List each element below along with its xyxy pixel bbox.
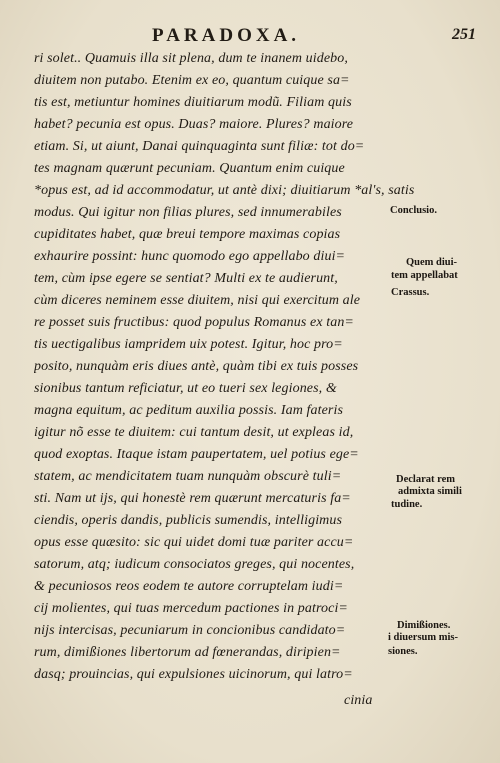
text-line: dasq; prouincias, qui expulsiones uicinorum, qui latro= (34, 667, 353, 682)
text-line: & pecuniosos reos eodem te autore corruptelam iudi= (34, 579, 344, 594)
margin-note: Declarat rem (396, 474, 455, 485)
text-line: ciendis, operis dandis, publicis sumendis, intelligimus (34, 513, 343, 528)
text-line: *opus est, ad id accommodatur, ut antè dixi; diuitiarum *al's, satis (34, 183, 415, 198)
margin-note: admixta simili (398, 486, 462, 497)
text-line: cij molientes, qui tuas mercedum pactiones in patroci= (34, 601, 348, 616)
text-line: cùm diceres neminem esse diuitem, nisi qui exercitum ale (34, 293, 361, 308)
text-line: diuitem non putabo. Etenim ex eo, quantum cuique sa= (34, 73, 350, 88)
margin-note: i diuersum mis- (388, 632, 459, 643)
margin-note: siones. (388, 646, 418, 657)
margin-note: Conclusio. (390, 205, 437, 216)
text-line: statem, ac mendicitatem tuam nunquàm obscurè tuli= (34, 469, 342, 484)
text-line: rum, dimißiones libertorum ad fœnerandas, diripien= (34, 645, 341, 660)
text-line: tis uectigalibus iampridem uix potest. Igitur, hoc pro= (34, 337, 343, 352)
text-line: tem, cùm ipse egere se sentiat? Multi ex te audierunt, (34, 271, 338, 286)
text-line: tes magnam quærunt pecuniam. Quantum enim cuique (34, 161, 345, 176)
text-line: igitur nõ esse te diuitem: cui tantum desit, ut expleas id, (34, 425, 354, 440)
text-line: quod exoptas. Itaque istam paupertatem, uel potius ege= (34, 447, 359, 462)
text-line: tis est, metiuntur homines diuitiarum modũ. Filiam quis (34, 95, 352, 110)
text-line: exhaurire possint: hunc quomodo ego appellabo diui= (34, 249, 346, 264)
text-line: sionibus tantum reficiatur, ut eo tueri sex legiones, & (34, 381, 337, 396)
text-line: magna equitum, ac peditum auxilia possis. Iam fateris (34, 403, 343, 418)
text-line: etiam. Si, ut aiunt, Danai quinquaginta sunt filiæ: tot do= (34, 139, 365, 154)
text-line: ri solet.. Quamuis illa sit plena, dum te inanem uidebo, (34, 51, 348, 66)
text-line: satorum, atq; iudicum consociatos greges, qui nocentes, (34, 557, 355, 572)
margin-note: tem appellabat (391, 270, 458, 281)
text-line: habet? pecunia est opus. Duas? maiore. Plures? maiore (34, 117, 354, 132)
margin-note: tudine. (391, 499, 423, 510)
text-line: cupiditates habet, quæ breui tempore maximas copias (34, 227, 341, 242)
text-line: nijs intercisas, pecuniarum in concionibus candidato= (34, 623, 346, 638)
running-title: PARADOXA. (152, 25, 301, 46)
margin-note: Dimißiones. (397, 620, 451, 631)
text-line: posito, nunquàm eris diues antè, quàm tibi ex tuis posses (34, 359, 359, 374)
text-line: opus esse quæsito: sic qui uidet domi tuæ pariter accu= (34, 535, 354, 550)
margin-note: Crassus. (391, 287, 430, 298)
catchword: cinia (344, 693, 373, 708)
text-line: re posset suis fructibus: quod populus Romanus ex tan= (34, 315, 354, 330)
text-line: sti. Nam ut ijs, qui honestè rem quærunt mercaturis fa= (34, 491, 351, 506)
margin-note: Quem diui- (406, 257, 458, 268)
page-number: 251 (452, 26, 476, 43)
page-header (0, 25, 500, 47)
text-line: modus. Qui igitur non filias plures, sed innumerabiles (34, 205, 342, 220)
